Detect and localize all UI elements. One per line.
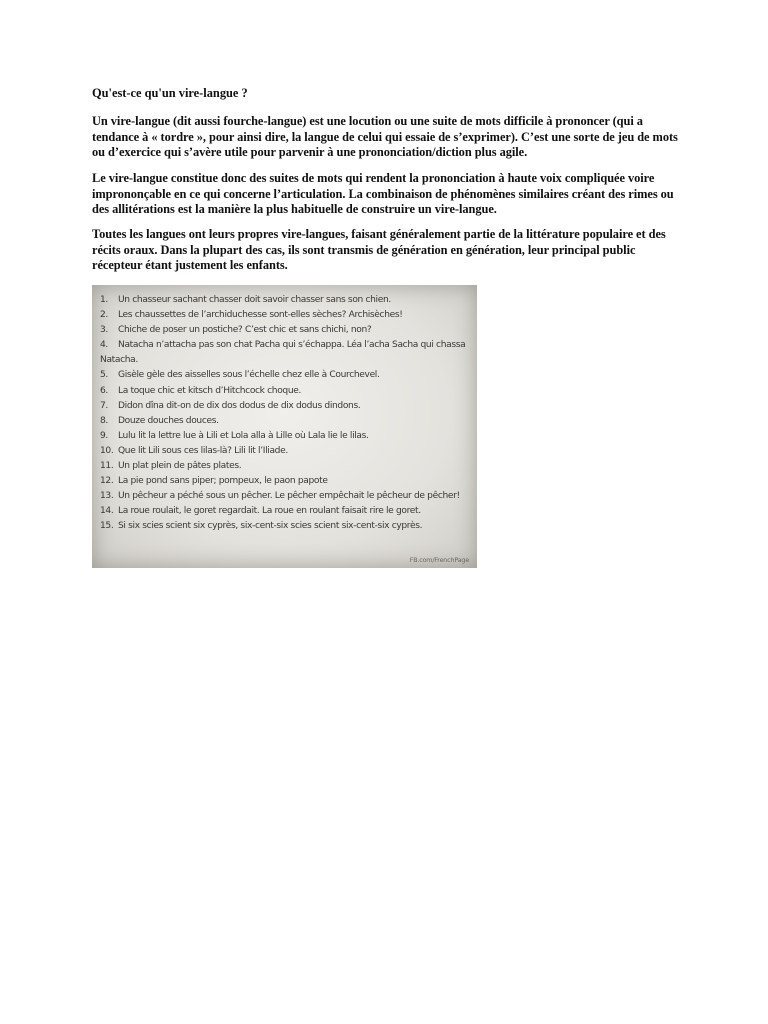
paragraph-definition: Un vire-langue (dit aussi fourche-langue) est une locution ou une suite de mots difficile à prononcer (qui a tendance à « tordre », pour ainsi dire, la langue de celui qui essaie de s’exprimer). C’est une sorte de jeu de mots ou d’exercice qui s’avère utile pour parvenir à une prononciation/diction plus agile. <box>92 114 678 160</box>
list-item-number: 9. <box>100 430 108 441</box>
list-item <box>100 459 467 474</box>
list-item-text: La pie pond sans piper; pompeux, le paon papote <box>118 476 328 487</box>
list-item-text: Les chaussettes de l’archiduchesse sont-elles sèches? Archisèches! <box>118 310 403 321</box>
list-item <box>100 444 467 459</box>
list-item-number: 3. <box>100 325 108 336</box>
list-item-number: 12. <box>100 476 114 487</box>
image-credit: FB.com/FrenchPage <box>409 556 469 564</box>
list-item <box>100 474 467 489</box>
list-item-number: 1. <box>100 295 108 305</box>
list-item <box>100 504 467 519</box>
list-item-number: 13. <box>100 491 114 502</box>
list-item <box>100 293 467 308</box>
list-item-number: 8. <box>100 415 108 426</box>
list-item <box>100 489 467 504</box>
list-item-text: Un pêcheur a péché sous un pêcher. Le pêcher empêchait le pêcheur de pêcher! <box>118 491 460 502</box>
list-item-text: Natacha n’attacha pas son chat Pacha qui s’échappa. Léa l’acha Sacha qui chassa Natacha. <box>100 340 466 366</box>
list-item-number: 5. <box>100 370 108 381</box>
list-item-text: Chiche de poser un postiche? C’est chic et sans chichi, non? <box>118 325 372 336</box>
document-title: Qu'est-ce qu'un vire-langue ? <box>92 86 248 100</box>
list-item <box>100 323 467 338</box>
list-item-number: 2. <box>100 310 108 321</box>
list-item-text: Didon dîna dit-on de dix dos dodus de dix dodus dindons. <box>118 400 361 411</box>
list-item-text: Lulu lit la lettre lue à Lili et Lola alla à Lille où Lala lie le lilas. <box>118 430 369 441</box>
list-item-text: La roue roulait, le goret regardait. La roue en roulant faisait rire le goret. <box>118 506 421 517</box>
list-item-text: Gisèle gèle des aisselles sous l’échelle chez elle à Courchevel. <box>118 370 380 381</box>
list-item <box>100 519 467 534</box>
list-item <box>100 368 467 383</box>
list-item <box>100 308 467 323</box>
list-item <box>100 414 467 429</box>
list-item-number: 4. <box>100 340 108 351</box>
list-item <box>100 384 467 399</box>
paragraph-languages: Toutes les langues ont leurs propres vire-langues, faisant généralement partie de la littérature populaire et des récits oraux. Dans la plupart des cas, ils sont transmis de génération en génération, leur principal public récepteur étant justement les enfants. <box>92 227 666 273</box>
list-item-number: 11. <box>100 461 114 472</box>
list-item-number: 14. <box>100 506 114 517</box>
list-item-number: 7. <box>100 400 108 411</box>
list-item <box>100 338 467 368</box>
list-item-number: 15. <box>100 521 114 532</box>
tongue-twister-image <box>92 285 477 568</box>
list-item <box>100 429 467 444</box>
paragraph-construction: Le vire-langue constitue donc des suites de mots qui rendent la prononciation à haute voix compliquée voire imprononçable en ce qui concerne l’articulation. La combinaison de phénomènes similaires créant des rimes ou des allitérations est la manière la plus habituelle de construire un vire-langue. <box>92 171 674 217</box>
list-item-number: 10. <box>100 445 114 456</box>
list-item-text: Si six scies scient six cyprès, six-cent-six scies scient six-cent-six cyprès. <box>118 521 423 532</box>
tongue-twister-list <box>92 285 477 535</box>
list-item-text: Un plat plein de pâtes plates. <box>118 461 242 472</box>
list-item-text: La toque chic et kitsch d’Hitchcock choque. <box>118 385 302 396</box>
list-item-text: Que lit Lili sous ces lilas-là? Lili lit l’Iliade. <box>118 445 288 456</box>
list-item-number: 6. <box>100 385 108 396</box>
list-item-text: Douze douches douces. <box>118 415 219 426</box>
list-item <box>100 399 467 414</box>
list-item-text: Un chasseur sachant chasser doit savoir chasser sans son chien. <box>118 295 391 305</box>
